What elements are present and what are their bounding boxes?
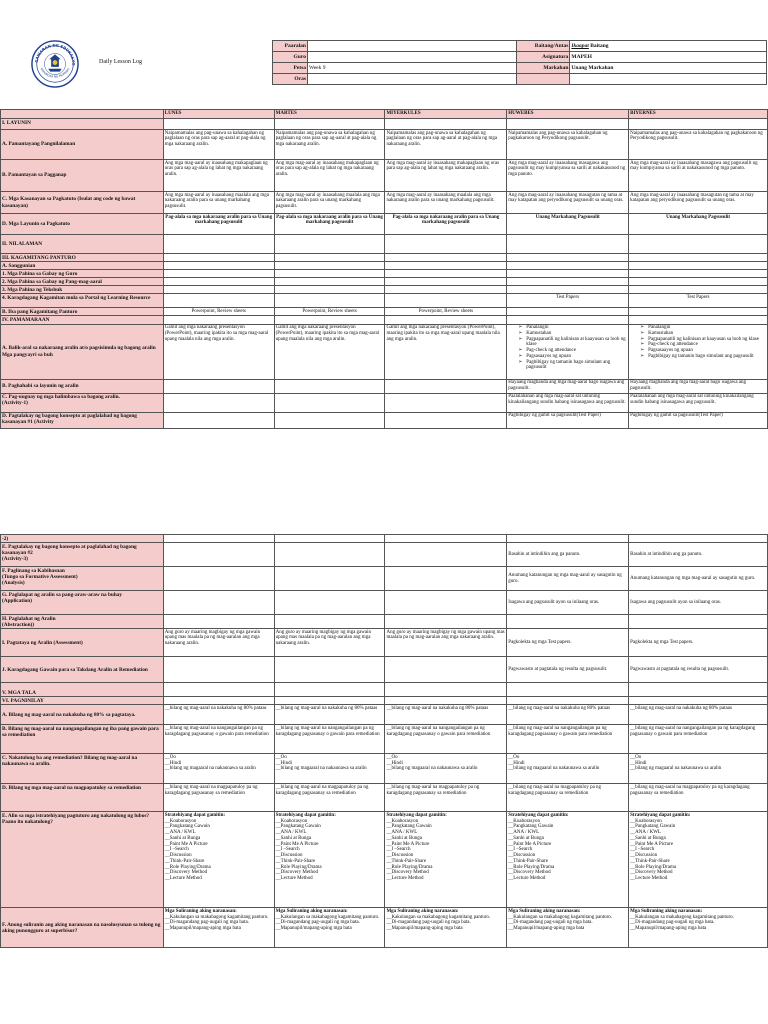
row-label-continue-remediation: D. Bilang ng mga mag-aaral na magpapatuloy sa remediation: [1, 784, 164, 812]
header-label: [517, 74, 570, 85]
cell-text: Ang mga mag-aaral ay inaasahang maalala ang mga nakaraang aralin para sa unang markahang pagsusulit.: [163, 192, 274, 214]
strategy-item: __Lecture Method: [275, 876, 313, 882]
cell-text: [274, 754, 385, 784]
header-value-text: Baitang: [588, 42, 609, 49]
day-wed: MIYERKULES: [385, 110, 507, 119]
problems-title: Mga Suliraning aking naranasan:: [275, 908, 348, 914]
strategy-item: __Discovery Method: [630, 870, 673, 876]
cell-text: Ang mga mag-aaral ay inaasahang masagutan ng tama at may katapatan ang peryodikong pagsusulit sa unang oras.: [507, 192, 629, 214]
cell-text: [629, 908, 768, 948]
cell-text: Basahin at intindihin ang ga panuto.: [629, 543, 768, 567]
step-item: ➢ Pagbibigay ng tamanin bago simulant ang pagsusulit: [642, 354, 766, 360]
strategy-item: __Lecture Method: [386, 876, 424, 882]
row-label-pagtataya: I. Pagtataya ng Aralin (Assessment): [1, 629, 164, 657]
cell-text: [274, 908, 385, 948]
problem-item: __Kakulangan sa makabagong kagamitang panturo.: [164, 914, 269, 920]
strategy-item: __Role Playing/Drama: [630, 864, 677, 870]
header-value: [307, 41, 517, 52]
row-label-portal-learning-resource: 4. Karagdagang Kagamitan mula sa Portal ng Learning Resource: [1, 294, 164, 308]
row-label-paglinang: [1, 567, 164, 591]
row-label-problems: F. Anong suliranin ang aking naranasan na nasolusyunan sa tulong ng aking punongguro at superbisor?: [1, 908, 164, 948]
lesson-table-page-1: [0, 109, 768, 429]
strategies-title: Stratehiyang dapat gamitin:: [386, 812, 447, 818]
strategy-item: __Pangkatang Gawain: [630, 824, 676, 830]
problem-item: __Mapanupil/mapang-aping mga bata: [630, 926, 707, 932]
problem-item: __Mapanupil/mapang-aping mga bata: [164, 926, 241, 932]
problem-item: __Kakulangan sa makabagong kagamitang panturo.: [275, 914, 380, 920]
strategy-item: __Paint Me A Picture: [630, 841, 674, 847]
header-label: Guro: [273, 52, 308, 63]
step-item: ➢ Pagpapanatili ng kalinisan at kaayusan sa loob ng klase: [642, 337, 766, 343]
strategy-item: __Discussion: [630, 853, 658, 859]
label-text: Mga pangyayri sa buh: [2, 351, 53, 358]
option-oo: __Oo: [630, 754, 642, 760]
header-value: [570, 52, 767, 63]
cell-text: Anumang katanungan ng mga mag-aaral ay sasagutin ng guro.: [507, 567, 629, 591]
lesson-table-page-2: [0, 534, 768, 948]
label-text: H. Paglalahat ng Aralin: [2, 615, 56, 622]
option-hindi: __Hindi: [630, 760, 647, 766]
cell-text: Ang guro ay maaring magbigay ng mga gawain upang mas maalala pa ng mag-aaralan ang mga nakaraang aralin.: [163, 629, 274, 657]
option-hindi: __Hindi: [386, 760, 403, 766]
row-label-pamantayang-pangnilalaman: A. Pamantayang Pangnilalaman: [1, 130, 164, 160]
strategy-item: __Pangkatang Gawain: [164, 824, 210, 830]
strategy-item: __Koaborasyon: [630, 818, 662, 824]
cell-text: Ang mga mag-aaral ay inaasahang makapaglaan ng oras para sap ag-alala ng lahat ng mga nakaraang aralin.: [385, 160, 507, 192]
line-text: __bilang ng magaaral na nakaunawa sa aralin: [275, 766, 367, 772]
cell-text: Gamit ang mga nakaraang presentasyon (PowerPoint), maaring ipakita ito sa mga mag-aaral upang maalala nila ang mga aralin.: [385, 324, 507, 379]
cell-text: Pagwawasto at pagtatala ng resulta ng pagsusulit.: [507, 657, 629, 683]
strategy-item: __Discovery Method: [164, 870, 208, 876]
strategy-item: __Paint Me A Picture: [386, 841, 430, 847]
problem-item: __Di-magandang pag-uugali ng mga bata.: [275, 920, 360, 926]
cell-text: __bilang ng mag-aaral na magpapatuloy pa ng karagdagang pagsasanay sa remediation: [629, 784, 768, 812]
row-label-pamantayan-sa-pagganap: B. Pamantayan sa Pagganap: [1, 160, 164, 192]
strategy-item: __Discussion: [164, 853, 192, 859]
strategy-item: __Role Playing/Drama: [508, 864, 555, 870]
header-row: [273, 63, 767, 74]
cell-text: __bilang ng mag-aaral na magpapatuloy pa ng karagdagang pagsasanay sa remediation: [274, 784, 385, 812]
strategies-title: Stratehiyang dapat gamitin:: [275, 812, 336, 818]
cell-text: [163, 812, 274, 908]
label-text: (Application): [2, 597, 33, 604]
step-item: ➢ Pagpapanatili ng kalinisan at kaayusan sa loob ng klase: [520, 337, 627, 349]
strategy-item: __Pangkatang Gawain: [508, 824, 554, 830]
strategy-item: __ANA / KWL: [164, 830, 196, 836]
option-hindi: __Hindi: [164, 760, 182, 766]
strategy-item: __Discussion: [275, 853, 303, 859]
header-row: [273, 52, 767, 63]
preliminary-steps-fri: [629, 324, 768, 379]
cell-text: Hayaang maghanda ang mga mag-aaral bago isagawa ang pagsusulit.: [629, 379, 768, 393]
strategy-item: __Koaborasyon: [386, 818, 419, 824]
section-nilalaman: II. NILALAMAN: [1, 235, 164, 254]
cell-text: Hayaang maghanda ang mga mag-aaral bago isagawa ang pagsusulit.: [507, 379, 629, 393]
section-kagamitang-panturo: III. KAGAMITANG PANTURO: [1, 254, 164, 262]
strategy-item: __Sanhi at Bunga: [508, 835, 544, 841]
strategy-item: __Koaborasyon: [164, 818, 197, 824]
cell-text: Basahin at intindihin ang ga panuto.: [507, 543, 629, 567]
strategy-item: __Discussion: [386, 853, 414, 859]
cell-text: __bilang ng mag-aaral na magpapatuloy pa ng karagdagang pagsasanay sa remediation: [163, 784, 274, 812]
preliminary-steps-thu: [507, 324, 629, 379]
problem-item: __Mapanupil/mapang-aping mga bata: [508, 926, 585, 932]
label-text: (Analysis): [2, 579, 25, 586]
row-label-pagtalakay-2: [1, 543, 164, 567]
cell-text: Ang mga mag-aaral ay inaasahang maalala ang mga nakaraang aralin para sa unang markahang pagsusulit.: [274, 192, 385, 214]
cell-text: Test Papers: [507, 294, 629, 308]
header-value: Week 9: [307, 63, 517, 74]
problem-item: __Di-magandang pag-uugali ng mga bata.: [508, 920, 593, 926]
header-label: Asignatura: [517, 52, 570, 63]
row-label-remediation-helped: C. Nakatulong ba ang remediation? Bilang ng mag-aaral na nakaunawa sa aralin.: [1, 754, 164, 784]
step-item: ➢ Panalangin: [520, 325, 627, 331]
label-text: A. Balik-aral sa nakaraang aralin at/o pagsisimula ng bagong aralin: [2, 345, 156, 352]
header-value: [570, 63, 767, 74]
header-label: Baitang/Antas: [517, 41, 570, 52]
problem-item: __Kakulangan sa makabagong kagamitang panturo.: [386, 914, 491, 920]
cell-text: Ang mga mag-aaral ay inaasahang masagutan ng tama at may katapatan ang peryodikong pagsusulit sa unang oras.: [629, 192, 768, 214]
cell-text: [629, 754, 768, 784]
cell-text: [507, 754, 629, 784]
cell-text: __bilang ng mag-aaral na nangangailangan pa ng karagdagang pagsasanay o gawain para remediation: [163, 725, 274, 754]
cell-text: [163, 754, 274, 784]
cell-text: Ang mga mag-aaral ay inaasahang masagawa ang pagsusulit ng may kumpiyansa sa sarili at nakakasunod ng mga panuto.: [629, 160, 768, 192]
cell-text: [385, 754, 507, 784]
cell-text: Pagkolekta ng mga Test papers.: [629, 629, 768, 657]
cell-text: Paalalahanan ang mga mag-aaral sat untuning kinakailangang sundin habang isinasagawa ang pagsusulit.: [629, 393, 768, 412]
row-label-pag-uugnay: [1, 393, 164, 412]
line-text: __bilang ng magaaral na nakaunawa sa aralin: [630, 766, 722, 772]
strategy-item: __Lecture Method: [630, 876, 668, 882]
problem-item: __Mapanupil/mapang-aping mga bata: [275, 926, 352, 932]
cell-text: Paalalahanan ang mga mag-aaral sat untuning kinakailangang sundin habang isinasagawa ang pagsusulit.: [507, 393, 629, 412]
strategy-item: __Koaborasyon: [275, 818, 308, 824]
day-tue: MARTES: [274, 110, 385, 119]
cell-text: Powerpoint, Review sheets: [385, 308, 507, 316]
cell-text: Anumang katanungan ng mga mag-aaral ay sasagutin ng guro.: [629, 567, 768, 591]
cell-text: __bilang ng mag-aaral na magpapatuloy pa ng karagdagang pagsasanay sa remediation: [385, 784, 507, 812]
cell-text: Naipamamalas ang pag-unawa sa kahalagahan ng pagkakaroon ng Peryodikong pagsusulit.: [629, 130, 768, 160]
strategy-item: __ANA / KWL: [275, 830, 307, 836]
cell-text: __bilang ng mag-aaral na nangangailangan pa ng karagdagang pagsasanay o gawain para remediation: [274, 725, 385, 754]
svg-text:KAGAWARAN NG EDUKASYON: GAWARAN NG EDUKASYO: [33, 42, 77, 66]
header-value: [307, 52, 517, 63]
header-value: [570, 41, 767, 52]
cell-text: Isagawa ang pagsusulit ayon sa inilaang oras.: [629, 591, 768, 615]
label-text: (Tungo sa Formative Assessment): [2, 573, 78, 580]
cell-text: Unang Markahang Pagsusulit: [507, 214, 629, 235]
row-label-paghahabi: B. Paghahabi sa layunin ng aralin: [1, 379, 164, 393]
strategy-item: __I –Search: [164, 847, 189, 853]
label-text: F. Paglinang sa Kabihasnan: [2, 567, 65, 574]
line-text: __bilang ng magaaral na nakaunawa sa aralin: [508, 766, 600, 772]
section-layunin: I. LAYUNIN: [1, 119, 164, 130]
row-label-balik-aral: [1, 324, 164, 379]
cell-text: [385, 812, 507, 908]
problem-item: __Kakulangan sa makabagong kagamitang panturo.: [630, 914, 734, 920]
strategy-item: __I –Search: [508, 847, 533, 853]
strategies-title: Stratehiyang dapat gamitin:: [630, 812, 691, 818]
option-oo: __Oo: [508, 754, 520, 760]
cell-text: [274, 812, 385, 908]
steps-list: [508, 325, 627, 371]
deped-seal-icon: [31, 40, 79, 88]
header-row: [273, 74, 767, 85]
cell-text: __bilang ng mag-aaral na nangangailangan pa ng karagdagang pagsasanay o gawain para remediation: [507, 725, 629, 754]
strategy-item: __Discovery Method: [508, 870, 551, 876]
cell-text: Ang guro ay maaring magbigay ng mga gawain upang mas maalala pa ng mag-aaralan ang mga nakaraang aralin.: [274, 629, 385, 657]
cell-text: Pag-alala sa mga nakaraang aralin para sa Unang markahang pagsusulit: [385, 214, 507, 235]
cell-text: Naipamamalas ang pag-unawa sa kahalagahan ng pagkakaroon ng Peryodikong pagsusulit.: [507, 130, 629, 160]
cell-text: Ang mga mag-aaral ay inaasahang maalala ang mga nakaraang aralin para sa unang markahang pagsusulit.: [385, 192, 507, 214]
row-label-strategies: E. Alin sa mga istratehiyang pagtuturo ang nakatulong ng lubos? Paano ito nakatulong?: [1, 812, 164, 908]
row-label-paglalapat: [1, 591, 164, 615]
svg-text:REPUBLIKA NG PILIPINAS: REPUBLIKA NG PILIPINAS: [39, 67, 71, 79]
strategies-title: Stratehiyang dapat gamitin:: [164, 812, 226, 818]
cell-text: __bilang ng mag-aaral na nakakuha ng 80% pataas: [274, 705, 385, 725]
section-pamamaraan: IV. PAMAMARAAN: [1, 316, 164, 324]
problem-item: __Kakulangan sa makabagong kagamitang panturo.: [508, 914, 613, 920]
cell-text: [629, 812, 768, 908]
problem-item: __Di-magandang pag-uugali ng mga bata.: [630, 920, 715, 926]
row-label-karagdagang-gawain: J. Karagdagang Gawain para sa Takdang Aralin at Remediation: [1, 657, 164, 683]
section-pagninilay: VI. PAGNINILAY: [1, 697, 164, 705]
header-label: Oras: [273, 74, 308, 85]
strategy-item: __Koaborasyon: [508, 818, 540, 824]
row-label-pagtalakay-1-cont: -2): [1, 535, 164, 543]
strategy-item: __Pangkatang Gawain: [386, 824, 432, 830]
row-label-remediation-needed: B. Bilang ng mag-aaral na nangangailangan ng iba pang gawain para sa remediation: [1, 725, 164, 754]
strategy-item: __Discussion: [508, 853, 536, 859]
problem-item: __Di-magandang pag-uugali ng mga bata.: [386, 920, 471, 926]
problems-title: Mga Suliraning aking naranasan:: [386, 908, 459, 914]
cell-text: Ang mga mag-aaral ay inaasahang masagawa ang pagsusulit ng may kumpiyansa sa sarili at nakakasunod ng mga panuto.: [507, 160, 629, 192]
strategy-item: __Discovery Method: [386, 870, 429, 876]
strategy-item: __Sanhi at Bunga: [386, 835, 423, 841]
cell-text: __bilang ng mag-aaral na magpapatuloy pa ng karagdagang pagsasanay sa remediation: [507, 784, 629, 812]
strategy-item: __Paint Me A Picture: [275, 841, 319, 847]
cell-text: Pag-alala sa mga nakaraang aralin para sa Unang markahang pagsusulit: [163, 214, 274, 235]
row-label-bilang-80: A. Bilang ng mag-aaral na nakakuha ng 80% sa pagtataya.: [1, 705, 164, 725]
day-fri: BIYERNES: [629, 110, 768, 119]
day-thu: HUWEBES: [507, 110, 629, 119]
row-label-pagtalakay-1: D. Pagtalakay ng bagong konsepto at paglalahad ng bagong kasanayan #1 (Activity: [1, 412, 164, 428]
cell-text: __bilang ng mag-aaral na nakakuha ng 80% pataas: [629, 705, 768, 725]
strategy-item: __Lecture Method: [508, 876, 546, 882]
day-mon: LUNES: [163, 110, 274, 119]
option-oo: __Oo: [164, 754, 176, 760]
strategy-item: __Sanhi at Bunga: [630, 835, 666, 841]
strategy-item: __Lecture Method: [164, 876, 202, 882]
cell-text: Ang mga mag-aaral ay inaasahang makapaglaan ng oras para sap ag-alala ng lahat ng mga nakaraang aralin.: [274, 160, 385, 192]
row-label-sanggunian: A. Sanggunian: [1, 262, 164, 270]
strategy-item: __Sanhi at Bunga: [275, 835, 312, 841]
strategy-item: __Paint Me A Picture: [164, 841, 208, 847]
option-oo: __Oo: [386, 754, 398, 760]
strategy-item: __I –Search: [630, 847, 655, 853]
option-oo: __Oo: [275, 754, 287, 760]
cell-text: [507, 812, 629, 908]
option-hindi: __Hindi: [275, 760, 292, 766]
cell-text: Pagkolekta ng mga Test papers.: [507, 629, 629, 657]
cell-text: Naipamamalas ang pag-unawa sa kahalagahan ng paglalaan ng oras para sap ag-aaral at pag-alala ng mga nakaraang aralin.: [385, 130, 507, 160]
label-text: (Activity-3): [2, 555, 28, 562]
strategies-title: Stratehiyang dapat gamitin:: [508, 812, 569, 818]
strategy-item: __I –Search: [275, 847, 300, 853]
cell-text: Powerpoint, Review sheets: [163, 308, 274, 316]
cell-text: Pagbibigay ng gamit sa pagsusulit(Test Paper): [629, 412, 768, 428]
remediation-helped-row: [1, 754, 768, 784]
cell-text: Unang Markahang Pagsusulit: [629, 214, 768, 235]
header-info-table: [272, 40, 767, 85]
cell-text: Isagawa ang pagsusulit ayon sa inilaang oras.: [507, 591, 629, 615]
strategy-item: __Think-Pair-Share: [630, 858, 670, 864]
strategy-item: __Pangkatang Gawain: [275, 824, 321, 830]
row-label-teksbuk: 3. Mga Pahina ng Teksbuk: [1, 286, 164, 294]
step-item: ➢ Panalangin: [642, 325, 766, 331]
header-label: Petsa: [273, 63, 308, 74]
cell-text: Gamit ang mga nakaraang presentasyon (PowerPoint), maaring ipakita ito sa mga mag-aaral upang maalala nila ang mga aralin.: [274, 324, 385, 379]
step-item: ➢ Pagsasaayos ng upuan: [642, 348, 766, 354]
row-label-kasanayan: C. Mga Kasanayan sa Pagkatuto (Isulat ang code ng bawat kasanayan): [1, 192, 164, 214]
strategy-item: __Role Playing/Drama: [164, 864, 211, 870]
step-item: ➢ Pagsasaayos ng upuan: [520, 354, 627, 360]
strategies-row: [1, 812, 768, 908]
strategy-item: __ANA / KWL: [508, 830, 540, 836]
header-label: Markahan: [517, 63, 570, 74]
row-label-gabay-guro: 1. Mga Pahina sa Gabay ng Guro: [1, 270, 164, 278]
cell-text: Naipamamalas ang pag-unawa sa kahalagahan ng paglalaan ng oras para sap ag-aaral at pag-alala ng mga nakaraang aralin.: [274, 130, 385, 160]
cell-text: Pag-alala sa mga nakaraang aralin para sa Unang markahang pagsusulit: [274, 214, 385, 235]
label-text: G. Paglalapat ng aralin sa pang-araw-araw na buhay: [2, 591, 123, 598]
steps-list: [630, 325, 766, 360]
cell-text: Ang guro ay maaring magbigay ng mga gawain upang mas maalala pa ng mag-aaralan ang mga nakaraang aralin.: [385, 629, 507, 657]
cell-text: [163, 908, 274, 948]
row-label-gabay-mag-aaral: 2. Mga Pahina sa Gabay ng Pang-mag-aaral: [1, 278, 164, 286]
step-item: ➢ Kamustahan: [642, 331, 766, 337]
cell-text: [507, 908, 629, 948]
row-label-paglalahat: [1, 615, 164, 629]
cell-text: __bilang ng mag-aaral na nakakuha ng 80% pataas: [385, 705, 507, 725]
line-text: __bilang ng magaaral na nakaunawa sa aralin: [164, 766, 256, 772]
strategy-item: __I –Search: [386, 847, 411, 853]
header-value-text: MAPEH: [571, 53, 592, 60]
problems-title: Mga Suliraning aking naranasan:: [164, 908, 237, 914]
strategy-item: __Discovery Method: [275, 870, 318, 876]
label-text: (Activity-1): [2, 400, 28, 407]
step-item: ➢ Pag-check ng attendance: [642, 342, 766, 348]
problems-title: Mga Suliraning aking naranasan:: [508, 908, 581, 914]
problem-item: __Di-magandang pag-uugali ng mga bata.: [164, 920, 250, 926]
strategy-item: __Think-Pair-Share: [164, 858, 205, 864]
strategy-item: __Sanhi at Bunga: [164, 835, 201, 841]
cell-text: [385, 908, 507, 948]
strategy-item: __ANA / KWL: [386, 830, 418, 836]
option-hindi: __Hindi: [508, 760, 525, 766]
cell-text: Pagwawasto at pagtatala ng resulta ng pagsusulit.: [629, 657, 768, 683]
strategy-item: __Think-Pair-Share: [275, 858, 316, 864]
problems-title: Mga Suliraning aking naranasan:: [630, 908, 703, 914]
section-mga-tala: V. MGA TALA: [1, 683, 164, 697]
strategy-item: __ANA / KWL: [630, 830, 661, 836]
header-label: Paaralan: [273, 41, 308, 52]
header-value-text: Unang Markahan: [571, 64, 614, 71]
header-row: [273, 41, 767, 52]
strategy-item: __Think-Pair-Share: [508, 858, 548, 864]
label-text: (Abstraction)): [2, 621, 35, 628]
cell-text: __bilang ng mag-aaral na nakakuha ng 80% pataas: [507, 705, 629, 725]
page-2: [0, 512, 768, 1024]
cell-text: Ang mga mag-aaral ay inaasahang makapaglaan ng oras para sap ag-alala ng lahat ng mga nakaraang aralin.: [163, 160, 274, 192]
cell-text: __bilang ng mag-aaral na nangangailangan pa ng karagdagang pagsasanay o gawain para remediation: [385, 725, 507, 754]
line-text: __bilang ng magaaral na nakaunawa sa aralin: [386, 766, 478, 772]
header-value: [307, 74, 517, 85]
days-header-row: [1, 110, 768, 119]
label-text: C. Pag-uugnay ng mga halimbawa sa bagong aralin.: [2, 394, 120, 401]
cell-text: Gamit ang mga nakaraang presentasyon (PowerPoint), maaring ipakita ito sa mga mag-aaral upang maalala nila ang mga aralin.: [163, 324, 274, 379]
step-item: ➢ Pagbibigay ng tamanin bago simulant ang pagsusulit: [520, 360, 627, 372]
cell-text: Naipamamalas ang pag-unawa sa kahalagahan ng paglalaan ng oras para sap ag-aaral at pag-alala ng mga nakaraang aralin.: [163, 130, 274, 160]
strategy-item: __Think-Pair-Share: [386, 858, 427, 864]
cell-text: Pagbibigay ng gamit sa pagsusulit(Test Paper): [507, 412, 629, 428]
document-title: Daily Lesson Log: [99, 59, 142, 65]
step-item: ➢ Pag-check ng attendance: [520, 348, 627, 354]
cell-text: Powerpoint, Review sheets: [274, 308, 385, 316]
header-value: [570, 74, 767, 85]
cell-text: Test Papers: [629, 294, 768, 308]
label-text: E. Pagtalakay ng bagong konsepto at paglalahad ng bagong kasanayan #2: [2, 543, 137, 556]
cell-text: __bilang ng mag-aaral na nangangailangan pa ng karagdagang pagsasanay o gawain para remediation: [629, 725, 768, 754]
strategy-item: __Role Playing/Drama: [275, 864, 322, 870]
problems-row: [1, 908, 768, 948]
row-label-iba-pang-kagamitan: B. Iba pang Kagamitang Panturo: [1, 308, 164, 316]
strategy-item: __Role Playing/Drama: [386, 864, 433, 870]
problem-item: __Mapanupil/mapang-aping mga bata: [386, 926, 463, 932]
strategy-item: __Paint Me A Picture: [508, 841, 552, 847]
grade-level-prefix: Ikaapat: [571, 42, 589, 49]
step-item: ➢ Kamustahan: [520, 331, 627, 337]
cell-text: __bilang ng mag-aaral na nakakuha ng 80% pataas: [163, 705, 274, 725]
row-label-layunin-sa-pagkatuto: D. Mga Layunin sa Pagkatuto: [1, 214, 164, 235]
